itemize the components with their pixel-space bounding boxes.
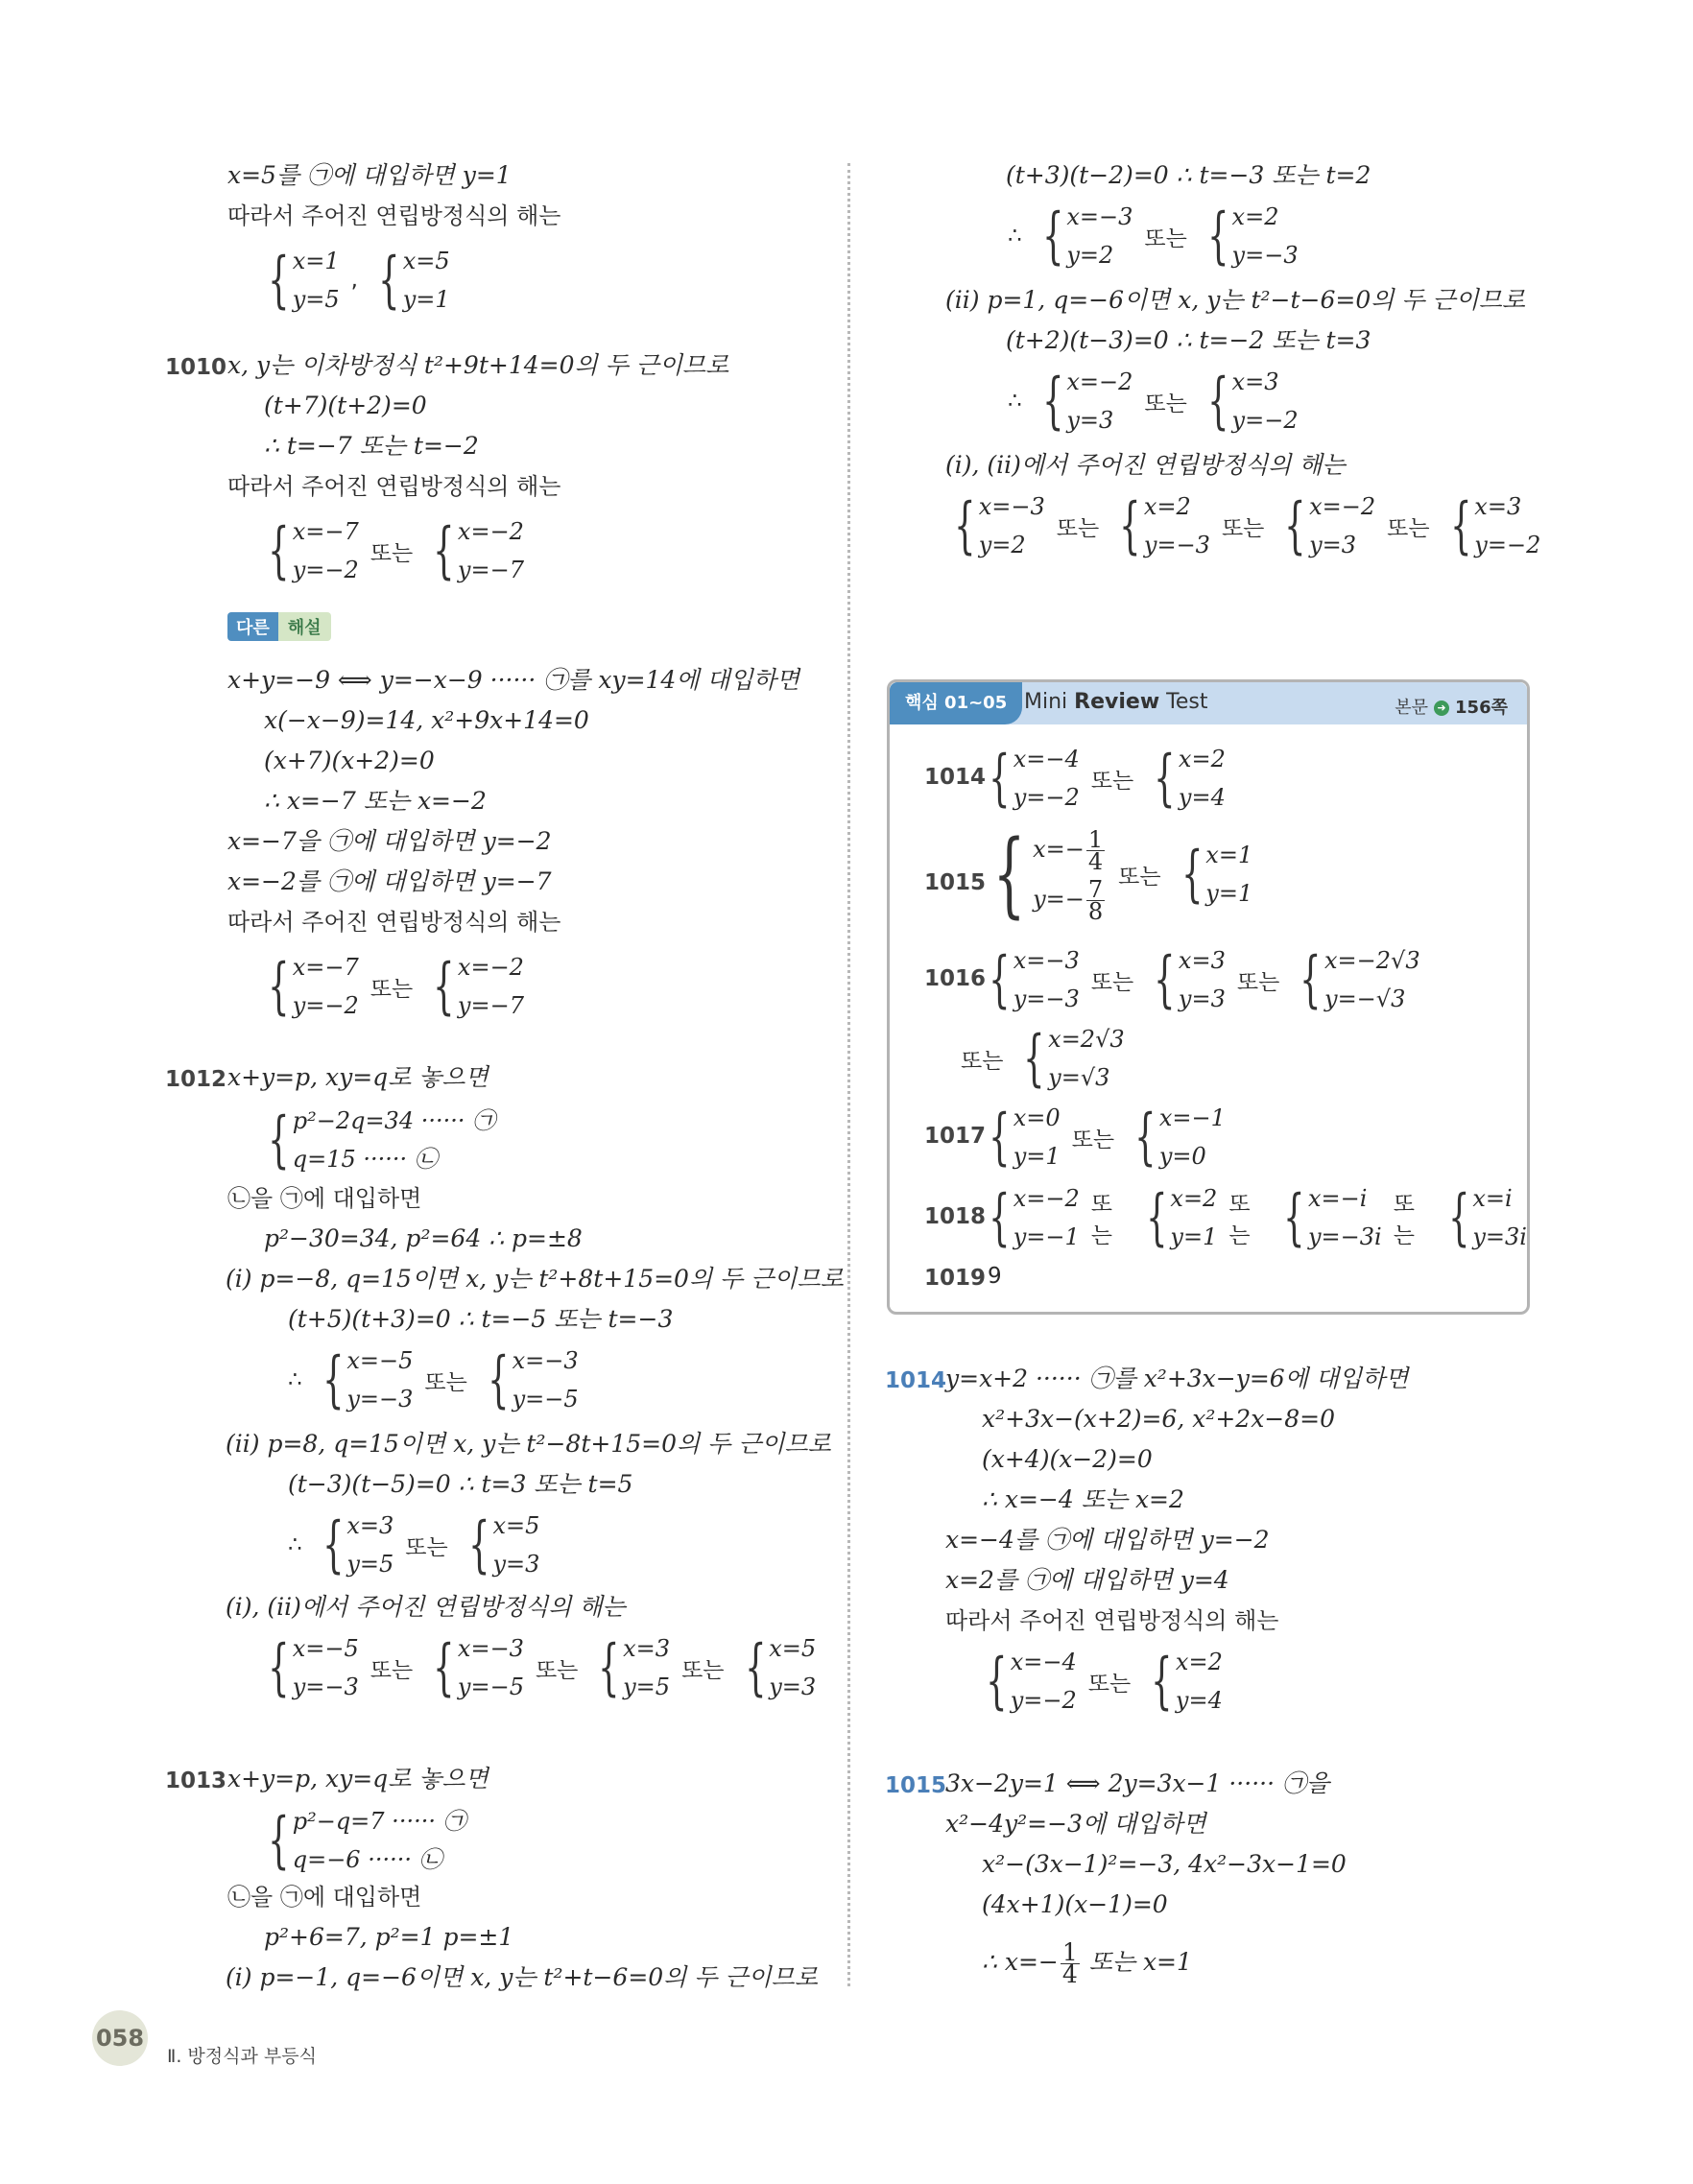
box-title: Mini Review Test bbox=[1024, 690, 1208, 714]
text-line: (t+5)(t+3)=0 ∴ t=−5 또는 t=−3 bbox=[288, 1305, 674, 1333]
text-line: (ⅰ) p=−1, q=−6이면 x, y는 t²+t−6=0의 두 근이므로 bbox=[226, 1963, 818, 1991]
text-line: y=x+2 ······ ㉠를 x²+3x−y=6에 대입하면 bbox=[945, 1365, 1409, 1392]
solution-system: { x=−4 y=−2 또는 { x=2 y=4 bbox=[986, 1646, 1223, 1717]
text-line: (t−3)(t−5)=0 ∴ t=3 또는 t=5 bbox=[288, 1470, 633, 1498]
chapter-title: Ⅱ. 방정식과 부등식 bbox=[167, 2046, 317, 2067]
text-line: ㉡을 ㉠에 대입하면 bbox=[227, 1884, 422, 1911]
text-line: x=−2를 ㉠에 대입하면 y=−7 bbox=[227, 867, 552, 895]
text-line: ㉡을 ㉠에 대입하면 bbox=[227, 1185, 422, 1212]
answer-number: 1015 bbox=[924, 870, 987, 895]
solution-system: { x=1 y=5 , { x=5 y=1 bbox=[268, 245, 450, 316]
answer-number: 1019 bbox=[924, 1266, 987, 1291]
text-line: x²−(3x−1)²=−3, 4x²−3x−1=0 bbox=[982, 1850, 1347, 1878]
solution-system: ∴ { x=−2 y=3 또는 { x=3 y=−2 bbox=[1008, 366, 1299, 437]
answer-system: { x=−2 y=−1 또는 { x=2 y=1 또는 { x=−i y=−3i 또는 { x=i y=3i bbox=[989, 1182, 1527, 1253]
solution-system: { x=−3 y=2 또는 { x=2 y=−3 또는 { x=−2 y=3 또는 { x=3 y=−2 bbox=[954, 490, 1541, 561]
text-line: (ⅱ) p=1, q=−6이면 x, y는 t²−t−6=0의 두 근이므로 bbox=[945, 286, 1526, 314]
solution-system: { x=−7 y=−2 또는 { x=−2 y=−7 bbox=[268, 515, 524, 586]
text-line: x=−7을 ㉠에 대입하면 y=−2 bbox=[227, 827, 552, 855]
solution-system: ∴ { x=−3 y=2 또는 { x=2 y=−3 bbox=[1008, 201, 1299, 272]
column-divider bbox=[847, 163, 850, 1986]
answer-system: 또는 { x=2√3 y=√3 bbox=[961, 1023, 1125, 1094]
solution-system: { x=−5 y=−3 또는 { x=−3 y=−5 또는 { x=3 y=5 또는 { x=5 y=3 bbox=[268, 1632, 817, 1703]
text-line: x+y=−9 ⟺ y=−x−9 ······ ㉠를 xy=14에 대입하면 bbox=[227, 666, 800, 694]
problem-number: 1013 bbox=[165, 1769, 227, 1793]
text-line: ∴ x=−4 또는 x=2 bbox=[982, 1485, 1184, 1513]
text-line: (t+7)(t+2)=0 bbox=[264, 392, 427, 419]
text-line: (ⅰ), (ⅱ)에서 주어진 연립방정식의 해는 bbox=[945, 451, 1346, 479]
equation-system: { p²−2q=34 ······ ㉠ q=15 ······ ㉡ bbox=[268, 1104, 496, 1175]
answer-number: 1017 bbox=[924, 1124, 987, 1149]
text-line: x+y=p, xy=q로 놓으면 bbox=[227, 1765, 489, 1792]
text-line: 따라서 주어진 연립방정식의 해는 bbox=[227, 473, 561, 500]
page-number: 058 bbox=[92, 2010, 148, 2066]
answer-number: 1014 bbox=[924, 765, 987, 790]
solution-system: ∴ { x=−5 y=−3 또는 { x=−3 y=−5 bbox=[288, 1344, 579, 1415]
answer-number: 1018 bbox=[924, 1204, 987, 1229]
text-line: ∴ t=−7 또는 t=−2 bbox=[264, 432, 479, 460]
answer-system: { x=− $\frac{1}{4}$ y=− $\frac{7}{8}$ 또는 { x=1 y=1 bbox=[992, 820, 1253, 928]
text-line: 따라서 주어진 연립방정식의 해는 bbox=[227, 909, 561, 936]
text-line: 따라서 주어진 연립방정식의 해는 bbox=[945, 1607, 1279, 1634]
text-line: (ⅰ), (ⅱ)에서 주어진 연립방정식의 해는 bbox=[226, 1593, 626, 1621]
problem-number: 1012 bbox=[165, 1067, 227, 1092]
text-line: ∴ x=− $\frac{1}{4}$ 또는 x=1 bbox=[982, 1938, 1192, 1988]
box-header bbox=[890, 682, 1527, 724]
problem-number: 1015 bbox=[885, 1773, 947, 1798]
solution-system: ∴ { x=3 y=5 또는 { x=5 y=3 bbox=[288, 1509, 540, 1580]
text-line: x+y=p, xy=q로 놓으면 bbox=[227, 1063, 489, 1091]
text-line: x=−4를 ㉠에 대입하면 y=−2 bbox=[945, 1526, 1270, 1554]
text-line: ∴ x=−7 또는 x=−2 bbox=[264, 787, 487, 815]
text-line: (4x+1)(x−1)=0 bbox=[982, 1890, 1168, 1918]
solution-system: { x=−7 y=−2 또는 { x=−2 y=−7 bbox=[268, 951, 524, 1022]
text-line: x²−4y²=−3에 대입하면 bbox=[945, 1810, 1206, 1838]
answer-value: 9 bbox=[988, 1264, 1002, 1289]
text-line: x, y는 이차방정식 t²+9t+14=0의 두 근이므로 bbox=[227, 351, 729, 379]
answer-system: { x=−3 y=−3 또는 { x=3 y=3 또는 { x=−2√3 y=−√3 bbox=[989, 944, 1420, 1015]
text-line: (x+4)(x−2)=0 bbox=[982, 1445, 1153, 1473]
page-reference: 본문 ➜ 156쪽 bbox=[1395, 698, 1508, 718]
text-line: 3x−2y=1 ⟺ 2y=3x−1 ······ ㉠을 bbox=[945, 1769, 1330, 1797]
answer-number: 1016 bbox=[924, 966, 987, 991]
alt-solution-tag: 다른 해설 bbox=[227, 612, 331, 641]
problem-number: 1010 bbox=[165, 355, 227, 380]
answer-system: { x=0 y=1 또는 { x=−1 y=0 bbox=[989, 1102, 1226, 1173]
text-line: p²−30=34, p²=64 ∴ p=±8 bbox=[264, 1224, 583, 1252]
text-line: x=5를 ㉠에 대입하면 y=1 bbox=[227, 161, 512, 189]
core-range-pill: 핵심 01~05 bbox=[890, 682, 1022, 724]
text-line: p²+6=7, p²=1 p=±1 bbox=[264, 1923, 514, 1951]
text-line: 따라서 주어진 연립방정식의 해는 bbox=[227, 202, 561, 229]
equation-system: { p²−q=7 ······ ㉠ q=−6 ······ ㉡ bbox=[268, 1805, 466, 1876]
text-line: (ⅰ) p=−8, q=15이면 x, y는 t²+8t+15=0의 두 근이므로 bbox=[226, 1265, 844, 1293]
text-line: x=2를 ㉠에 대입하면 y=4 bbox=[945, 1566, 1229, 1594]
answer-system: { x=−4 y=−2 또는 { x=2 y=4 bbox=[989, 743, 1226, 814]
text-line: (x+7)(x+2)=0 bbox=[264, 747, 435, 774]
arrow-icon: ➜ bbox=[1434, 700, 1449, 716]
mini-review-test-box bbox=[887, 679, 1530, 1315]
text-line: (t+3)(t−2)=0 ∴ t=−3 또는 t=2 bbox=[1006, 161, 1371, 189]
text-line: x²+3x−(x+2)=6, x²+2x−8=0 bbox=[982, 1405, 1336, 1433]
text-line: x(−x−9)=14, x²+9x+14=0 bbox=[264, 706, 589, 734]
text-line: (t+2)(t−3)=0 ∴ t=−2 또는 t=3 bbox=[1006, 326, 1371, 354]
text-line: (ⅱ) p=8, q=15이면 x, y는 t²−8t+15=0의 두 근이므로 bbox=[226, 1430, 831, 1458]
problem-number: 1014 bbox=[885, 1368, 947, 1393]
